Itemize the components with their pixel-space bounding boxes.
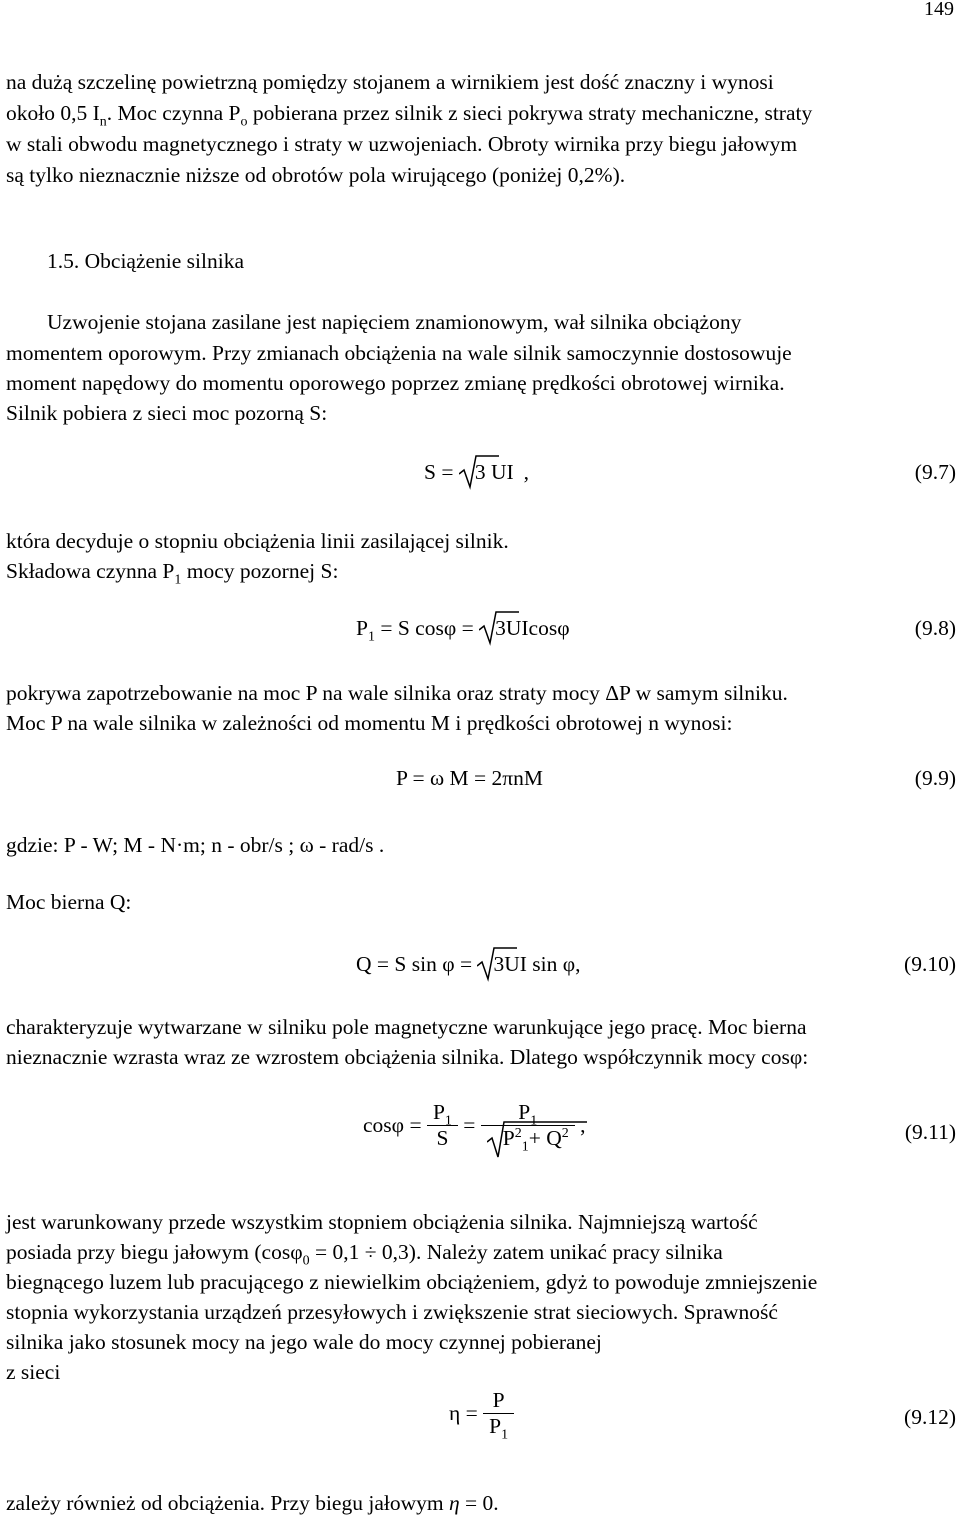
text-line: jest warunkowany przede wszystkim stopniem obciążenia silnika. Najmniejszą wartość: [6, 1210, 758, 1234]
equation-number: (9.11): [904, 1120, 956, 1144]
text-line: stopnia wykorzystania urządzeń przesyłowych i zwiększenie strat sieciowych. Sprawność: [6, 1300, 778, 1324]
sqrt-symbol: 3: [479, 616, 506, 641]
text-line: na dużą szczelinę powietrzną pomiędzy stojanem a wirnikiem jest dość znaczny i wynosi: [6, 70, 774, 94]
text-line: charakteryzuje wytwarzane w silniku pole magnetyczne warunkujące jego pracę. Moc bierna: [6, 1015, 807, 1039]
section-heading: 1.5. Obciążenie silnika: [47, 249, 245, 273]
sqrt-symbol: $P^2_1+ Q^2$: [487, 1126, 569, 1151]
equation-number: (9.12): [904, 1405, 956, 1429]
units-note: gdzie: P - W; M - N·m; n - obr/s ; ω - rad/s .: [6, 833, 385, 857]
equation-9-11: cosφ = $\frac{P_1}{S}$ = $\frac{P_1}{P^2_1+ Q^2}$ ,: [363, 1100, 586, 1151]
equation-9-7: S = 3 UI ,: [424, 460, 529, 485]
fraction: $\frac{P_1}{S}$: [427, 1100, 458, 1151]
text-line: silnika jako stosunek mocy na jego wale do mocy czynnej pobieranej: [6, 1330, 602, 1354]
text-line: z sieci: [6, 1360, 61, 1384]
equation-number: (9.8): [914, 616, 956, 640]
equation-9-8: $P_1 = S$ cosφ = 3UIcosφ: [356, 616, 570, 641]
equation-9-12: η = $\frac{P}{P_1}$: [449, 1388, 514, 1439]
equation-number: (9.9): [914, 766, 956, 790]
text-line: około 0,5 $I_n$. Moc czynna $P_o$ pobierana przez silnik z sieci pokrywa straty mechaniczne, straty: [6, 101, 813, 130]
text-line: Moc P na wale silnika w zależności od momentu M i prędkości obrotowej n wynosi:: [6, 711, 733, 735]
sqrt-symbol: 3: [459, 460, 486, 485]
fraction: $\frac{P_1}{P^2_1+ Q^2}$: [481, 1100, 575, 1151]
equation-number: (9.7): [914, 460, 956, 484]
text-line: nieznacznie wzrasta wraz ze wzrostem obciążenia silnika. Dlatego współczynnik mocy cosφ:: [6, 1045, 809, 1069]
equation-9-9: P = ω M = 2πnM: [396, 766, 544, 790]
page-number: 149: [924, 0, 954, 20]
text-line: zależy również od obciążenia. Przy biegu jałowym η = 0.: [6, 1491, 499, 1515]
text-line: momentem oporowym. Przy zmianach obciążenia na wale silnik samoczynnie dostosowuje: [6, 341, 792, 365]
text-line: Składowa czynna $P_1$ mocy pozornej S:: [6, 559, 339, 588]
text-line: biegnącego luzem lub pracującego z niewielkim obciążeniem, gdyż to powoduje zmniejszenie: [6, 1270, 818, 1294]
text-line: Uzwojenie stojana zasilane jest napięciem znamionowym, wał silnika obciążony: [47, 310, 742, 334]
text-line: w stali obwodu magnetycznego i straty w uzwojeniach. Obroty wirnika przy biegu jałowym: [6, 132, 798, 156]
text-line: są tylko nieznacznie niższe od obrotów pola wirującego (poniżej 0,2%).: [6, 163, 626, 187]
text-line: posiada przy biegu jałowym (cosφ$_0$ = 0,1 ÷ 0,3). Należy zatem unikać pracy silnika: [6, 1240, 723, 1269]
text-line: moment napędowy do momentu oporowego poprzez zmianę prędkości obrotowej wirnika.: [6, 371, 785, 395]
text-line: Moc bierna Q:: [6, 890, 132, 914]
text-line: pokrywa zapotrzebowanie na moc P na wale silnika oraz straty mocy ΔP w samym silniku.: [6, 681, 788, 705]
text-line: która decyduje o stopniu obciążenia linii zasilającej silnik.: [6, 529, 509, 553]
sqrt-symbol: 3: [477, 952, 504, 977]
fraction: $\frac{P}{P_1}$: [483, 1388, 514, 1439]
equation-9-10: Q = S sin φ = 3UI sin φ,: [356, 952, 581, 977]
equation-number: (9.10): [904, 952, 956, 976]
text-line: Silnik pobiera z sieci moc pozorną S:: [6, 401, 328, 425]
